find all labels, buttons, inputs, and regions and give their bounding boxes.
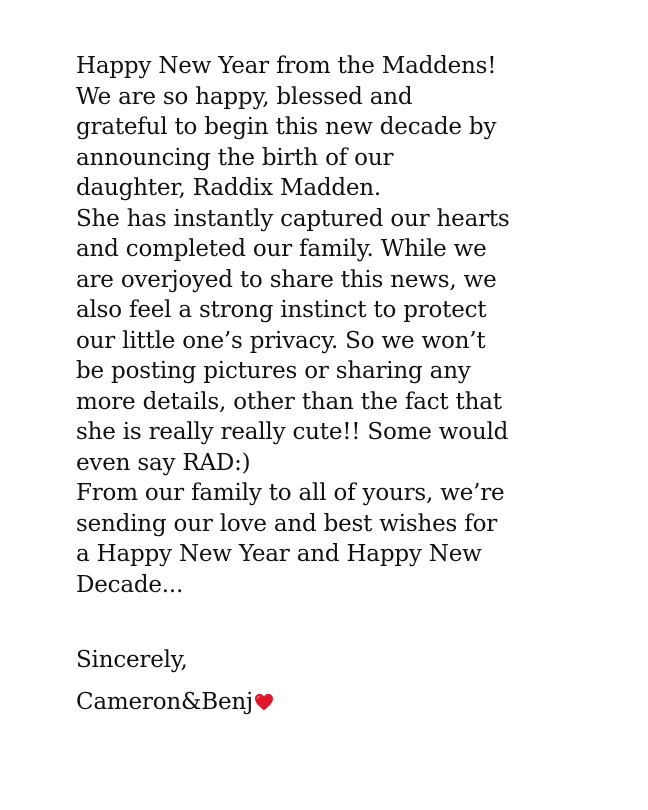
message-line: also feel a strong instinct to protect [76, 297, 487, 323]
announcement-note [76, 51, 616, 717]
message-line: From our family to all of yours, we’re [76, 480, 505, 506]
message-line: more details, other than the fact that [76, 388, 502, 415]
paragraph-gap [76, 600, 616, 645]
message-line: announcing the birth of our [76, 144, 394, 171]
message-line: sending our love and best wishes for [76, 510, 498, 537]
red-heart-icon [254, 689, 274, 707]
signature-row [76, 687, 616, 718]
message-line: Happy New Year from the Maddens! [76, 53, 497, 79]
message-line: She has instantly captured our hearts [76, 205, 510, 232]
message-line: are overjoyed to share this news, we [76, 266, 497, 293]
message-line: Decade... [76, 571, 184, 598]
message-line: and completed our family. While we [76, 236, 487, 262]
message-line: daughter, Raddix Madden. [76, 175, 382, 201]
message-line: be posting pictures or sharing any [76, 358, 471, 384]
closing-text: Sincerely, [76, 647, 188, 673]
message-line: a Happy New Year and Happy New [76, 541, 482, 567]
message-line: even say RAD:) [76, 449, 251, 476]
message-line: We are so happy, blessed and [76, 83, 413, 110]
message-line: she is really really cute!! Some would [76, 419, 509, 445]
message-line: our little one’s privacy. So we won’t [76, 327, 486, 354]
signature-text: Cameron&Benj [76, 688, 253, 715]
message-line: grateful to begin this new decade by [76, 114, 497, 140]
